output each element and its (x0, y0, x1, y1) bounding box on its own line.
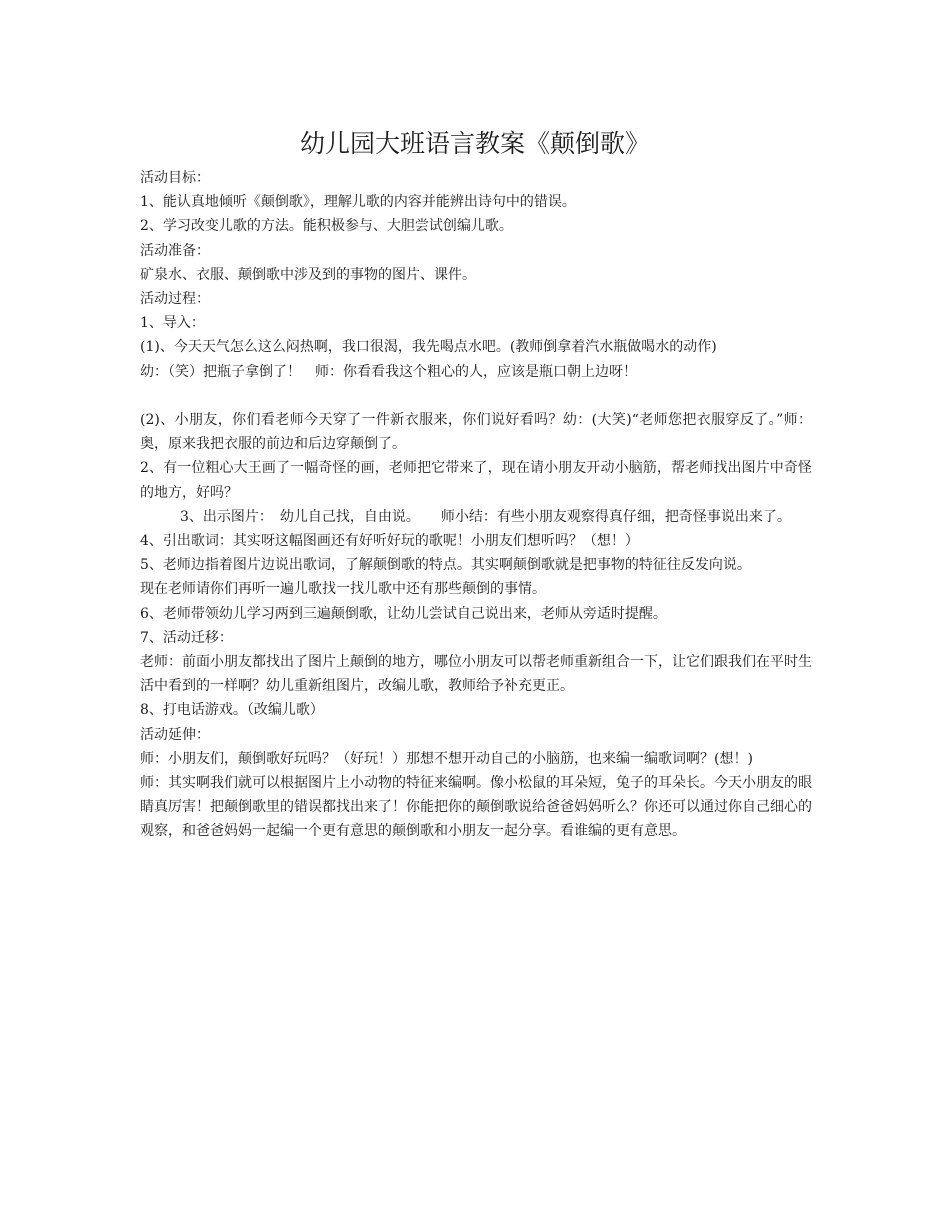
process-step-4: 4、引出歌词：其实呀这幅图画还有好听好玩的歌呢！小朋友们想听吗？（想！） (140, 533, 639, 550)
blank-line (140, 384, 812, 408)
process-step-2: 2、有一位粗心大王画了一幅奇怪的画，老师把它带来了，现在请小朋友开动小脑筋，帮老师找出图片中奇怪的地方，好吗？ (140, 460, 812, 501)
process-step-5: 5、老师边指着图片边说出歌词，了解颠倒歌的特点。其实啊颠倒歌就是把事物的特征往反发向说。 (140, 557, 751, 574)
process-step-5-followup: 现在老师请你们再听一遍儿歌找一找儿歌中还有那些颠倒的事情。 (140, 581, 546, 598)
section-heading-process: 活动过程： (140, 291, 210, 308)
section-heading-goals: 活动目标： (140, 170, 210, 186)
preparation-text: 矿泉水、衣服、颠倒歌中涉及到的事物的图片、课件。 (140, 266, 476, 283)
document-title: 幼儿园大班语言教案《颠倒歌》 (299, 129, 650, 158)
section-heading-preparation: 活动准备： (140, 242, 210, 259)
process-step-7-heading: 7、活动迁移： (140, 629, 233, 646)
process-step-3: 3、出示图片： 幼儿自己找，自由说。 师小结：有些小朋友观察得真仔细，把奇怪事说出来了。 (180, 508, 791, 525)
extension-text-1: 师：小朋友们，颠倒歌好玩吗？（好玩！）那想不想开动自己的小脑筋，也来编一编歌词啊？(想！) (140, 750, 753, 767)
document-body (140, 166, 812, 844)
goal-item-1: 1、能认真地倾听《颠倒歌》，理解儿歌的内容并能辨出诗句中的错误。 (140, 194, 576, 211)
process-step-1-response: 幼：（笑）把瓶子拿倒了！ 师：你看看我这个粗心的人，应该是瓶口朝上边呀！ (140, 363, 637, 380)
process-step-6: 6、老师带领幼儿学习两到三遍颠倒歌，让幼儿尝试自己说出来，老师从旁适时提醒。 (140, 605, 667, 622)
process-step-8: 8、打电话游戏。（改编儿歌） (140, 702, 324, 719)
process-step-1-heading: 1、导入： (140, 315, 205, 332)
section-heading-extension: 活动延伸： (140, 726, 210, 743)
process-step-1-part-2: (2)、小朋友，你们看老师今天穿了一件新衣服来，你们说好看吗？幼：(大笑)“老师您把衣服穿反了。”师：奥，原来我把衣服的前边和后边穿颠倒了。 (140, 412, 812, 453)
goal-item-2: 2、学习改变儿歌的方法。能积极参与、大胆尝试创编儿歌。 (140, 218, 513, 235)
process-step-7-text: 老师：前面小朋友都找出了图片上颠倒的地方，哪位小朋友可以帮老师重新组合一下，让它们跟我们在平时生活中看到的一样啊？幼儿重新组图片，改编儿歌，教师给予补充更正。 (140, 654, 812, 695)
extension-text-2: 师：其实啊我们就可以根据图片上小动物的特征来编啊。像小松鼠的耳朵短，兔子的耳朵长。今天小朋友的眼睛真厉害！把颠倒歌里的错误都找出来了！你能把你的颠倒歌说给爸爸妈妈听么？你还可以通过你自己细心的观察，和爸爸妈妈一起编一个更有意思的颠倒歌和小朋友一起分享。看谁编的更有意思。 (140, 775, 812, 840)
process-step-1-part-1: (1)、今天天气怎么这么闷热啊，我口很渴，我先喝点水吧。(教师倒拿着汽水瓶做喝水的动作) (140, 339, 717, 356)
